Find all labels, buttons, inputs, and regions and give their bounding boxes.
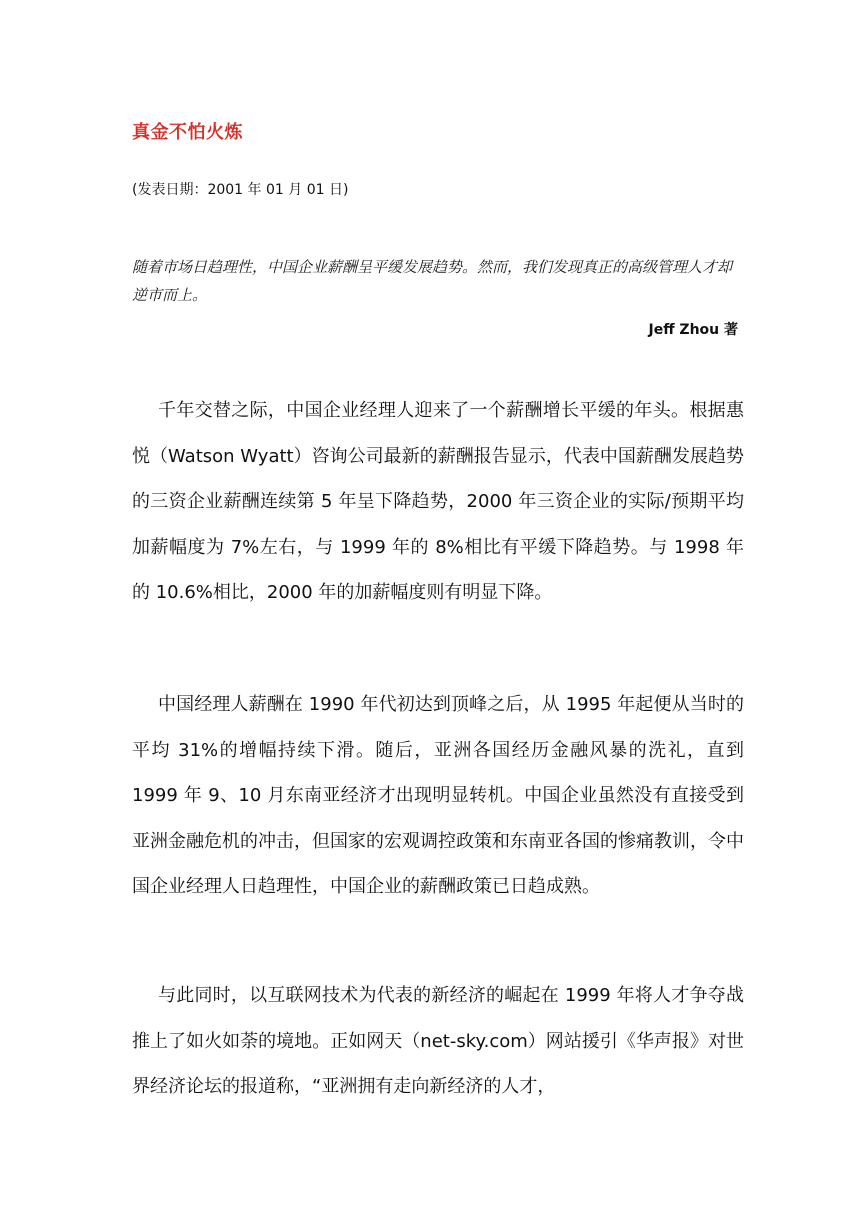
published-date: (发表日期：2001 年 01 月 01 日) [132,182,349,198]
body-paragraph-2: 中国经理人薪酬在 1990 年代初达到顶峰之后，从 1995 年起便从当时的平均 31%的增幅持续下滑。随后，亚洲各国经历金融风暴的洗礼，直到 1999 年 9、10 月东南亚经济才出现明显转机。中国企业虽然没有直接受到亚洲金融危机的冲击，但国家的宏观调控政策和东南亚各国的惨痛教训，令中国企业经理人日趋理性，中国企业的薪酬政策已日趋成熟。 [132,694,744,897]
article-title: 真金不怕火炼 [132,122,243,143]
article-author: Jeff Zhou 著 [648,322,738,338]
body-paragraph-3: 与此同时，以互联网技术为代表的新经济的崛起在 1999 年将人才争夺战推上了如火如荼的境地。正如网天（net-sky.com）网站援引《华声报》对世界经济论坛的报道称，“亚洲拥有走向新经济的人才， [132,985,744,1097]
article-summary: 随着市场日趋理性，中国企业薪酬呈平缓发展趋势。然而，我们发现真正的高级管理人才却逆市而上。 [132,258,733,304]
body-paragraph-1: 千年交替之际，中国企业经理人迎来了一个薪酬增长平缓的年头。根据惠悦（Watson Wyatt）咨询公司最新的薪酬报告显示，代表中国薪酬发展趋势的三资企业薪酬连续第 5 年呈下降趋势，2000 年三资企业的实际/预期平均加薪幅度为 7%左右，与 1999 年的 8%相比有平缓下降趋势。与 1998 年的 10.6%相比，2000 年的加薪幅度则有明显下降。 [132,400,745,603]
